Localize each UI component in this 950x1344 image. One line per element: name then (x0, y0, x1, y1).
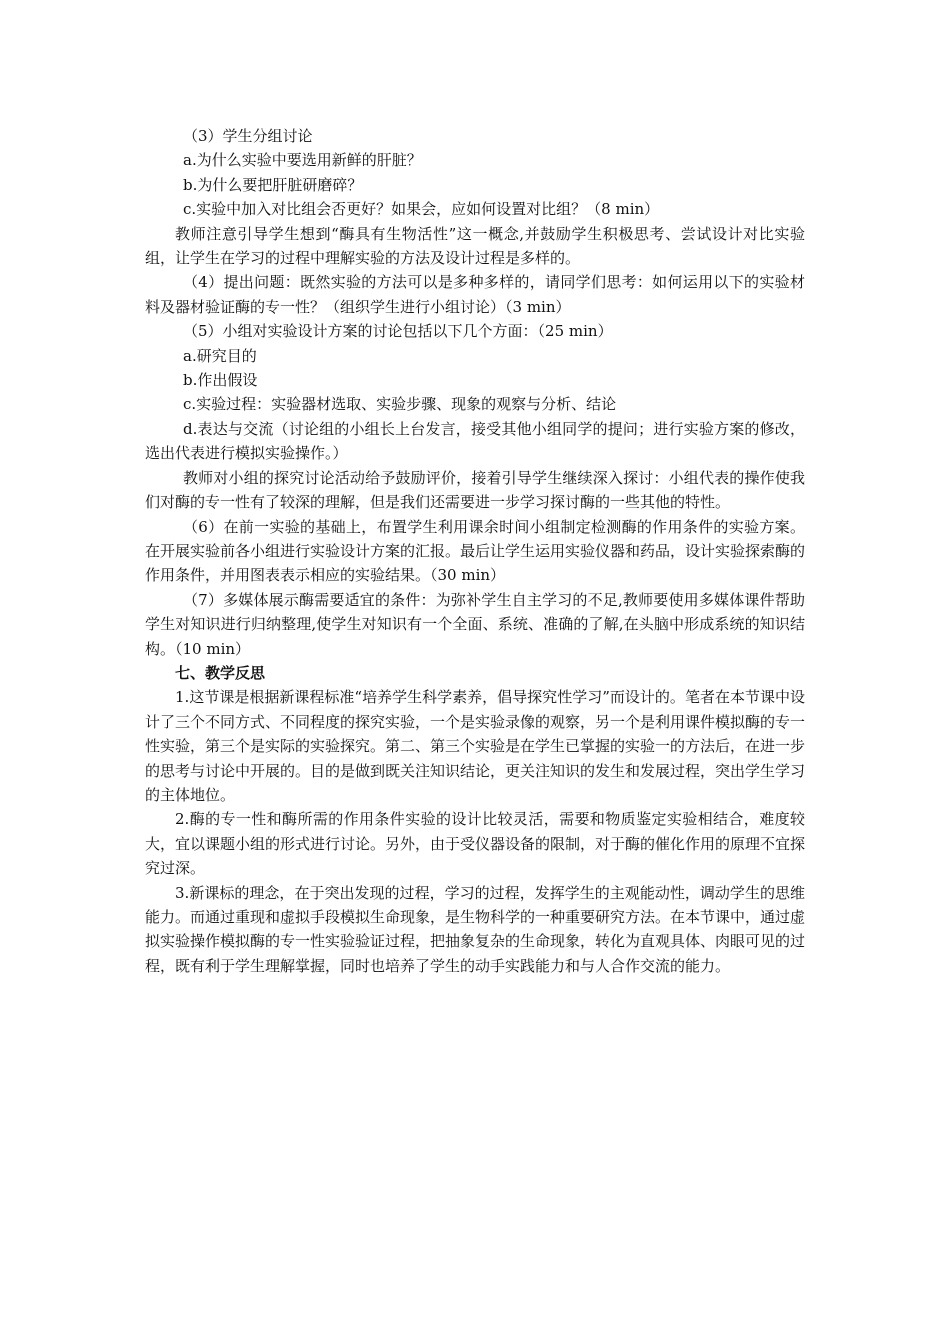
paragraph-step-7: （7）多媒体展示酶需要适宜的条件：为弥补学生自主学习的不足,教师要使用多媒体课件帮助学生对知识进行归纳整理,使学生对知识有一个全面、系统、准确的了解,在头脑中形成系统的知识结构。（10 min） (145, 590, 805, 658)
paragraph-reflection-2: 2.酶的专一性和酶所需的作用条件实验的设计比较灵活，需要和物质鉴定实验相结合，难度较大，宜以课题小组的形式进行讨论。另外，由于受仪器设备的限制，对于酶的催化作用的原理不宜探究过深。 (145, 810, 806, 878)
question-b: b.为什么要把肝脏研磨碎？ (183, 175, 363, 194)
paragraph-step-4: （4）提出问题：既然实验的方法可以是多种多样的，请同学们思考：如何运用以下的实验材料及器材验证酶的专一性？（组织学生进行小组讨论）（3 min） (145, 273, 805, 316)
item-experiment-process: c.实验过程：实验器材选取、实验步骤、现象的观察与分析、结论 (183, 395, 617, 414)
paragraph-discussion-heading: （3）学生分组讨论 (183, 127, 313, 145)
paragraph-teacher-evaluation: 教师对小组的探究讨论活动给予鼓励评价，接着引导学生继续深入探讨：小组代表的操作使我们对酶的专一性有了较深的理解，但是我们还需要进一步学习探讨酶的一些其他的特性。 (145, 468, 805, 512)
paragraph-step-5: （5）小组对实验设计方案的讨论包括以下几个方面：（25 min） (183, 322, 613, 341)
item-hypothesis: b.作出假设 (183, 371, 258, 390)
paragraph-teacher-guidance: 教师注意引导学生想到“酶具有生物活性”这一概念,并鼓励学生积极思考、尝试设计对比实验组，让学生在学习的过程中理解实验的方法及设计过程是多样的。 (145, 224, 805, 268)
question-c: c.实验中加入对比组会否更好？如果会，应如何设置对比组？（8 min） (183, 200, 660, 219)
paragraph-step-6: （6）在前一实验的基础上，布置学生利用课余时间小组制定检测酶的作用条件的实验方案。在开展实验前各小组进行实验设计方案的汇报。最后让学生运用实验仪器和药品，设计实验探索酶的作用条件，并用图表表示相应的实验结果。（30 min） (145, 517, 806, 585)
document-body (145, 124, 805, 978)
question-a: a.为什么实验中要选用新鲜的肝脏？ (183, 151, 422, 170)
item-expression-exchange: d.表达与交流（讨论组的小组长上台发言，接受其他小组同学的提问；进行实验方案的修改，选出代表进行模拟实验操作。） (145, 419, 805, 463)
paragraph-reflection-3: 3.新课标的理念，在于突出发现的过程，学习的过程，发挥学生的主观能动性，调动学生的思维能力。而通过重现和虚拟手段模拟生命现象，是生物科学的一种重要研究方法。在本节课中，通过虚拟实验操作模拟酶的专一性实验验证过程，把抽象复杂的生命现象，转化为直观具体、肉眼可见的过程，既有利于学生理解掌握，同时也培养了学生的动手实践能力和与人合作交流的能力。 (145, 883, 806, 975)
section-heading-reflection: 七、教学反思 (175, 663, 266, 682)
item-research-purpose: a.研究目的 (183, 346, 257, 365)
paragraph-reflection-1: 1.这节课是根据新课程标准“培养学生科学素养，倡导探究性学习”而设计的。笔者在本节课中设计了三个不同方式、不同程度的探究实验，一个是实验录像的观察，另一个是利用课件模拟酶的专一性实验，第三个是实际的实验探究。第二、第三个实验是在学生已掌握的实验一的方法后，在进一步的思考与讨论中开展的。目的是做到既关注知识结论，更关注知识的发生和发展过程，突出学生学习的主体地位。 (145, 688, 806, 804)
